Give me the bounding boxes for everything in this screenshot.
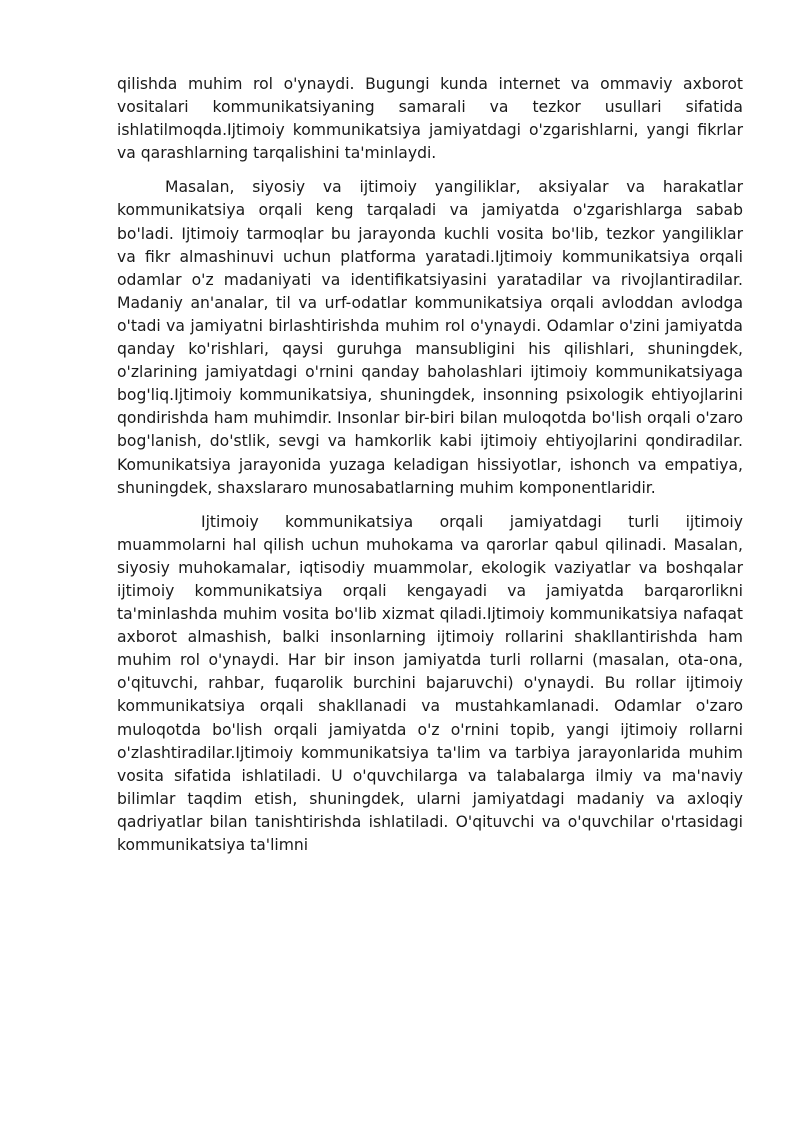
paragraph-3: Ijtimoiy kommunikatsiya orqali jamiyatdagi turli ijtimoiy muammolarni hal qilish uchun muhokama va qarorlar qabul qilinadi. Masalan, siyosiy muhokamalar, iqtisodiy muammolar, ekologik vaziyatlar va boshqalar ijtimoiy kommunikatsiya orqali kengayadi va jamiyatda barqarorlikni ta'minlashda muhim vosita bo'lib xizmat qiladi.Ijtimoiy kommunikatsiya nafaqat axborot almashish, balki insonlarning ijtimoiy rollarini shakllantirishda ham muhim rol o'ynaydi. Har bir inson jamiyatda turli rollarni (masalan, ota-ona, o'qituvchi, rahbar, fuqarolik burchini bajaruvchi) o'ynaydi. Bu rollar ijtimoiy kommunikatsiya orqali shakllanadi va mustahkamlanadi. Odamlar o'zaro muloqotda bo'lish orqali jamiyatda o'z o'rnini topib, yangi ijtimoiy rollarni o'zlashtiradilar.Ijtimoiy kommunikatsiya ta'lim va tarbiya jarayonlarida muhim vosita sifatida ishlatiladi. U o'quvchilarga va talabalarga ilmiy va ma'naviy bilimlar taqdim etish, shuningdek, ularni jamiyatdagi madaniy va axloqiy qadriyatlar bilan tanishtirishda ishlatiladi. O'qituvchi va o'quvchilar o'rtasidagi kommunikatsiya ta'limni xyxy=(117,512,743,854)
document-body xyxy=(117,73,743,868)
paragraph-1: qilishda muhim rol o'ynaydi. Bugungi kunda internet va ommaviy axborot vositalari kommunikatsiyaning samarali va tezkor usullari sifatida ishlatilmoqda.Ijtimoiy kommunikatsiya jamiyatdagi o'zgarishlarni, yangi fikrlar va qarashlarning tarqalishini ta'minlaydi. xyxy=(117,75,743,163)
paragraph-2: Masalan, siyosiy va ijtimoiy yangiliklar, aksiyalar va harakatlar kommunikatsiya orqali keng tarqaladi va jamiyatda o'zgarishlarga sabab bo'ladi. Ijtimoiy tarmoqlar bu jarayonda kuchli vosita bo'lib, tezkor yangiliklar va fikr almashinuvi uchun platforma yaratadi.Ijtimoiy kommunikatsiya orqali odamlar o'z madaniyati va identifikatsiyasini yaratadilar va rivojlantiradilar. Madaniy an'analar, til va urf-odatlar kommunikatsiya orqali avloddan avlodga o'tadi va jamiyatni birlashtirishda muhim rol o'ynaydi. Odamlar o'zini jamiyatda qanday ko'rishlari, qaysi guruhga mansubligini his qilishlari, shuningdek, o'zlarining jamiyatdagi o'rnini qanday baholashlari ijtimoiy kommunikatsiyaga bog'liq.Ijtimoiy kommunikatsiya, shuningdek, insonning psixologik ehtiyojlarini qondirishda ham muhimdir. Insonlar bir-biri bilan muloqotda bo'lish orqali o'zaro bog'lanish, do'stlik, sevgi va hamkorlik kabi ijtimoiy ehtiyojlarini qondiradilar. Komunikatsiya jarayonida yuzaga keladigan hissiyotlar, ishonch va empatiya, shuningdek, shaxslararo munosabatlarning muhim komponentlaridir. xyxy=(117,178,743,497)
